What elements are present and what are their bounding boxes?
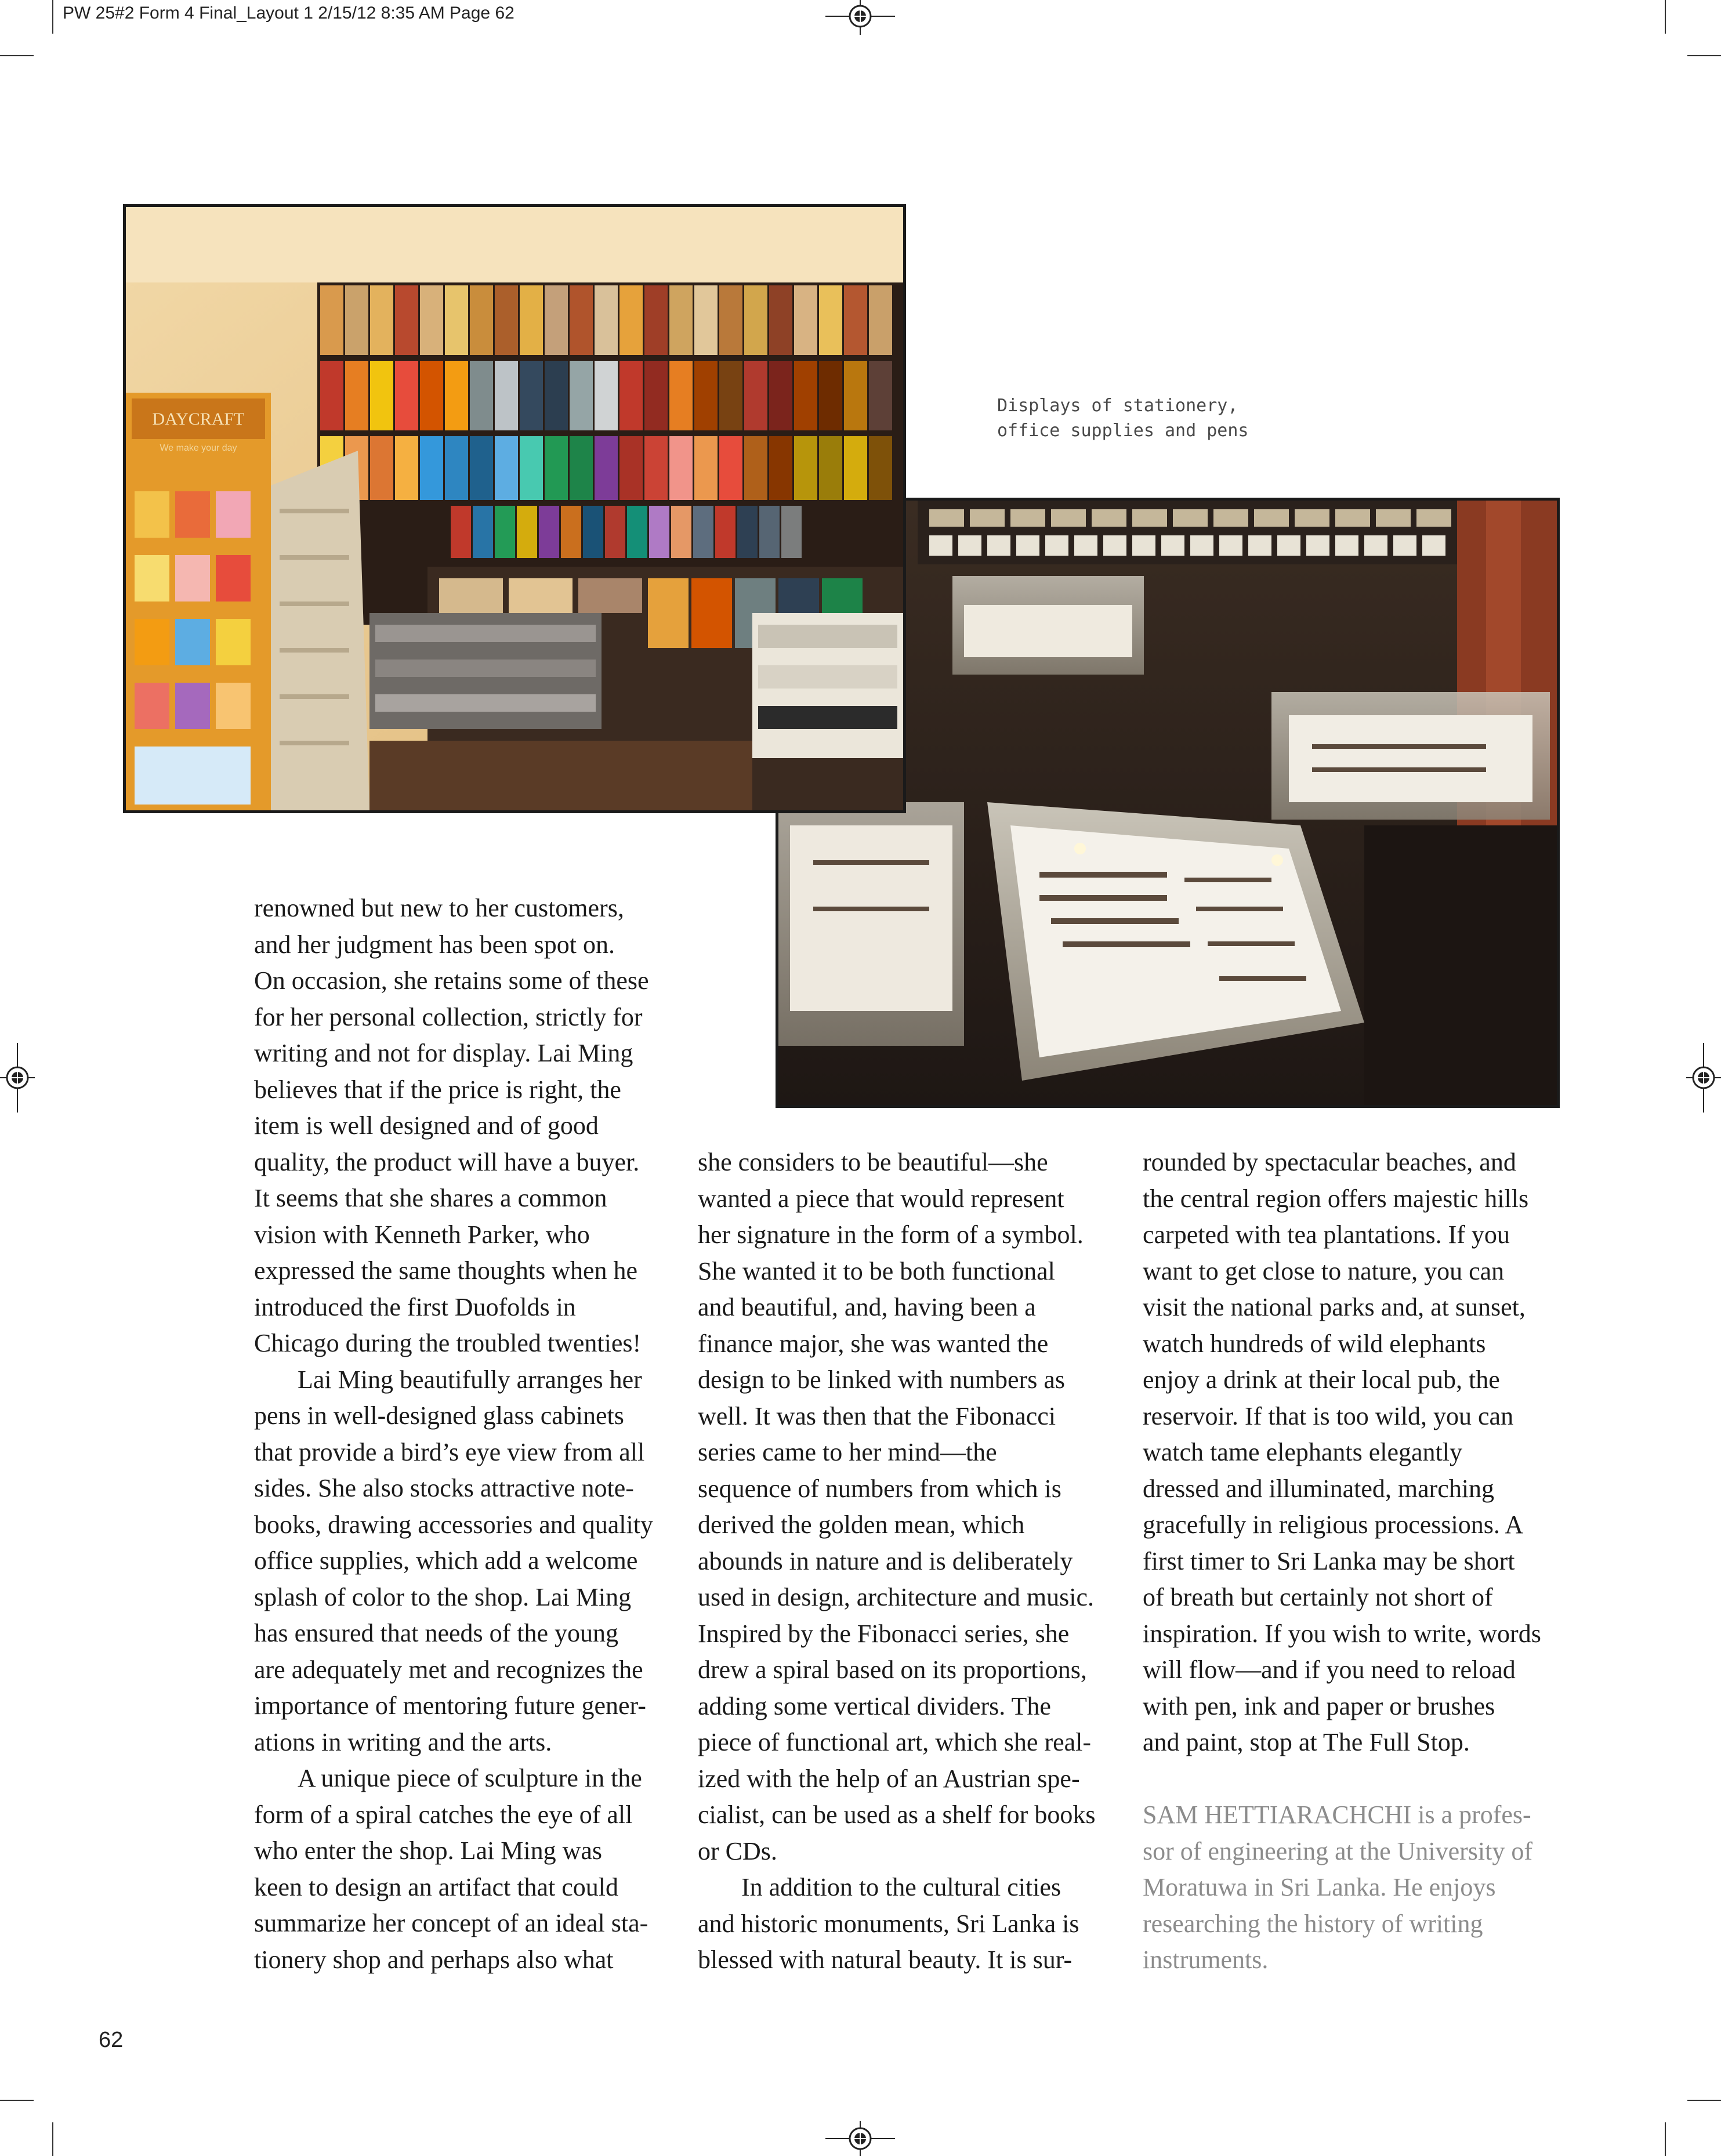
crop-mark-bottom-left-h [0, 2100, 34, 2101]
author-bio-line: sor of engineering at the University of [1143, 1836, 1533, 1865]
body-text-line: has ensured that needs of the young [254, 1619, 619, 1647]
registration-mark-right-icon [1686, 1043, 1721, 1113]
body-text-line: inspiration. If you wish to write, words [1143, 1619, 1541, 1648]
body-text-line: rounded by spectacular beaches, and [1143, 1148, 1516, 1176]
body-text-line: her signature in the form of a symbol. [698, 1220, 1084, 1249]
body-text-line: carpeted with tea plantations. If you [1143, 1220, 1510, 1249]
author-bio-line: instruments. [1143, 1945, 1269, 1974]
body-text-line: used in design, architecture and music. [698, 1583, 1095, 1611]
body-text-line: enjoy a drink at their local pub, the [1143, 1365, 1500, 1394]
body-text-line: first timer to Sri Lanka may be short [1143, 1546, 1515, 1575]
body-text-line: She wanted it to be both functional [698, 1256, 1055, 1285]
body-text-line: with pen, ink and paper or brushes [1143, 1691, 1495, 1720]
body-text-line: It seems that she shares a common [254, 1184, 607, 1212]
body-text-line: wanted a piece that would represent [698, 1184, 1064, 1213]
body-text-line: office supplies, which add a welcome [254, 1546, 638, 1575]
body-text-line: visit the national parks and, at sunset, [1143, 1293, 1526, 1321]
body-text-line: quality, the product will have a buyer. [254, 1147, 640, 1176]
body-text-line: finance major, she was wanted the [698, 1329, 1049, 1358]
author-bio-line: SAM HETTIARACHCHI is a profes- [1143, 1800, 1531, 1829]
body-text-line: adding some vertical dividers. The [698, 1691, 1051, 1720]
registration-mark-bottom-icon [825, 2121, 895, 2156]
body-text-line: sequence of numbers from which is [698, 1474, 1061, 1503]
photo-stationery-shelves [123, 204, 906, 813]
body-text-line: Lai Ming beautifully arranges her [298, 1365, 642, 1394]
body-text-line: gracefully in religious processions. A [1143, 1510, 1524, 1539]
body-text-line: well. It was then that the Fibonacci [698, 1401, 1056, 1430]
crop-mark-top-right-v [1665, 0, 1666, 34]
author-bio-line: Moratuwa in Sri Lanka. He enjoys [1143, 1873, 1496, 1901]
body-text-line: abounds in nature and is deliberately [698, 1546, 1073, 1575]
author-bio-line: researching the history of writing [1143, 1909, 1483, 1938]
crop-mark-top-right-h [1687, 55, 1721, 56]
body-text-line: and historic monuments, Sri Lanka is [698, 1909, 1079, 1938]
body-text-line: renowned but new to her customers, [254, 894, 624, 922]
body-text-line: and her judgment has been spot on. [254, 930, 615, 959]
body-text-line: believes that if the price is right, the [254, 1075, 621, 1104]
body-text-line: pens in well-designed glass cabinets [254, 1401, 624, 1430]
body-text-line: and paint, stop at The Full Stop. [1143, 1728, 1470, 1756]
body-text-line: splash of color to the shop. Lai Ming [254, 1582, 632, 1611]
body-text-line: tionery shop and perhaps also what [254, 1945, 614, 1974]
body-text-line: will flow—and if you need to reload [1143, 1655, 1516, 1684]
caption-line: Displays of stationery, [997, 396, 1238, 416]
body-text-line: ations in writing and the arts. [254, 1727, 552, 1756]
body-text-line: cialist, can be used as a shelf for books [698, 1800, 1096, 1829]
body-text-line: are adequately met and recognizes the [254, 1655, 643, 1684]
registration-mark-left-icon [0, 1043, 35, 1113]
crop-mark-bottom-right-v [1665, 2122, 1666, 2156]
body-text-line: keen to design an artifact that could [254, 1872, 618, 1901]
body-text-line: books, drawing accessories and quality [254, 1510, 653, 1539]
article-column-3 [1143, 1144, 1584, 1979]
crop-mark-top-left-h [0, 55, 34, 56]
photo-caption [997, 393, 1248, 443]
body-text-line: series came to her mind—the [698, 1438, 997, 1466]
body-text-line: watch hundreds of wild elephants [1143, 1329, 1486, 1358]
body-text-line: ized with the help of an Austrian spe- [698, 1764, 1080, 1793]
body-text-line: that provide a bird’s eye view from all [254, 1437, 645, 1466]
body-text-line: or CDs. [698, 1836, 777, 1865]
body-text-line: design to be linked with numbers as [698, 1365, 1066, 1394]
page-number: 62 [99, 2028, 124, 2052]
body-text-line: summarize her concept of an ideal sta- [254, 1909, 648, 1937]
crop-mark-bottom-right-h [1687, 2100, 1721, 2101]
body-text-line: form of a spiral catches the eye of all [254, 1800, 633, 1829]
body-text-line: derived the golden mean, which [698, 1510, 1025, 1539]
article-column-1 [254, 890, 683, 1978]
body-text-line: dressed and illuminated, marching [1143, 1474, 1495, 1503]
body-text-line: watch tame elephants elegantly [1143, 1438, 1462, 1466]
paragraph-gap [1143, 1761, 1584, 1798]
daycraft-sign-subtext: We make your day [160, 443, 237, 453]
registration-mark-top-icon [825, 0, 895, 35]
body-text-line: blessed with natural beauty. It is sur- [698, 1945, 1073, 1974]
caption-line: office supplies and pens [997, 421, 1249, 441]
daycraft-sign-text: DAYCRAFT [152, 410, 245, 429]
crop-mark-top-left-v [52, 0, 53, 34]
body-text-line: introduced the first Duofolds in [254, 1292, 576, 1321]
body-text-line: the central region offers majestic hills [1143, 1184, 1529, 1213]
body-text-line: of breath but certainly not short of [1143, 1583, 1493, 1611]
body-text-line: piece of functional art, which she real- [698, 1728, 1092, 1756]
body-text-line: Inspired by the Fibonacci series, she [698, 1619, 1070, 1648]
body-text-line: importance of mentoring future gener- [254, 1691, 646, 1720]
body-text-line: On occasion, she retains some of these [254, 966, 649, 995]
body-text-line: drew a spiral based on its proportions, [698, 1655, 1087, 1684]
body-text-line: and beautiful, and, having been a [698, 1293, 1036, 1321]
body-text-line: expressed the same thoughts when he [254, 1256, 638, 1285]
body-text-line: who enter the shop. Lai Ming was [254, 1836, 602, 1865]
body-text-line: item is well designed and of good [254, 1111, 599, 1140]
body-text-line: vision with Kenneth Parker, who [254, 1220, 590, 1249]
body-text-line: writing and not for display. Lai Ming [254, 1039, 633, 1067]
body-text-line: reservoir. If that is too wild, you can [1143, 1401, 1514, 1430]
body-text-line: sides. She also stocks attractive note- [254, 1474, 634, 1502]
slug-line: PW 25#2 Form 4 Final_Layout 1 2/15/12 8:35 AM Page 62 [63, 3, 515, 23]
body-text-line: A unique piece of sculpture in the [298, 1764, 642, 1792]
article-column-2 [698, 1144, 1127, 1979]
body-text-line: want to get close to nature, you can [1143, 1256, 1505, 1285]
crop-mark-bottom-left-v [52, 2122, 53, 2156]
body-text-line: Chicago during the troubled twenties! [254, 1329, 642, 1357]
body-text-line: she considers to be beautiful—she [698, 1148, 1048, 1176]
body-text-line: In addition to the cultural cities [741, 1873, 1061, 1901]
body-text-line: for her personal collection, strictly for [254, 1002, 643, 1031]
